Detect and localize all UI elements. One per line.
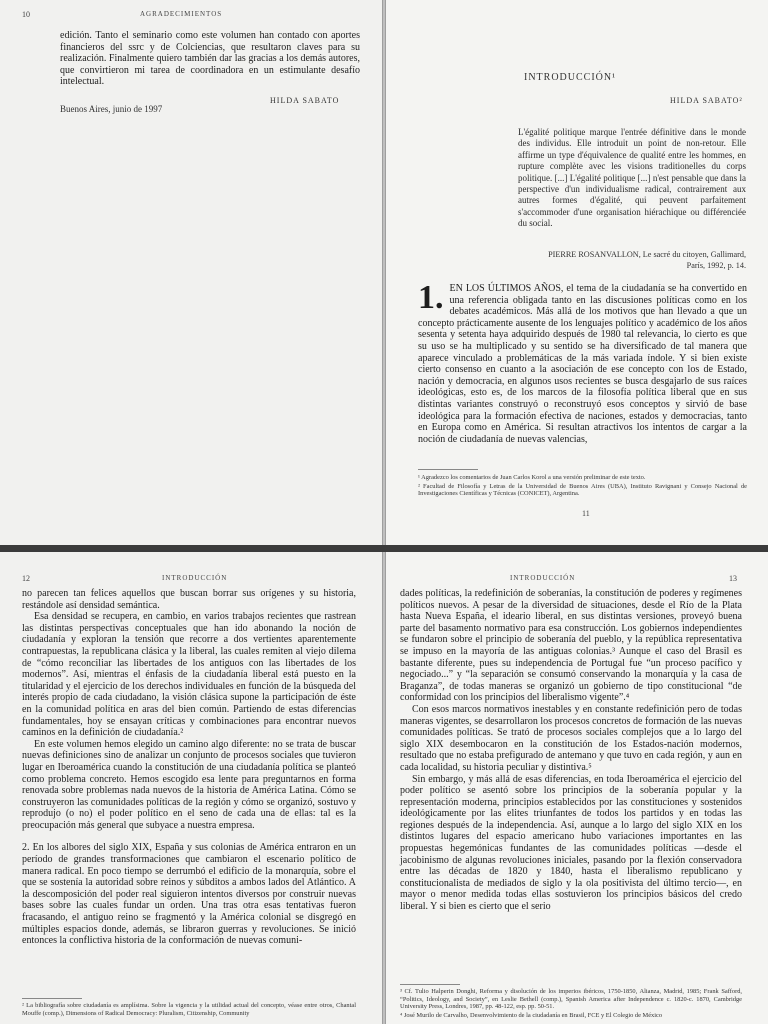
page-number: 11 [582, 509, 590, 518]
page-number: 13 [729, 574, 737, 583]
epigraph [518, 127, 746, 230]
paragraph-4: 2. En los albores del siglo XIX, España y sus colonias de América entraron en un período de grandes transformaciones que cambiaron el escenario político de manera radical. En poco tiempo se derrumbó el edificio de la monarquía, sobre el que se sostenía la autoridad sobre reinos y súbditos a ambos lados del Atlántico. A la descomposición del poder real siguieron intentos diversos por construir nuevas bases sobre las cuales fundar un orden. Una tras otra esas tentativas fueron fracasando, el antiguo reino se fragmentó y la América colonial se disgregó en múltiples espacios donde, además, se libraron guerras y revoluciones. Se inició entonces la conflictiva historia de la conformación de nuevas comuni- [22, 842, 356, 947]
footnote-4: ⁴ José Murilo de Carvalho, Desenvolvimiento de la ciudadanía en Brasil, FCE y El Colegio de México [400, 1011, 663, 1019]
paragraph: edición. Tanto el seminario como este volumen han contado con aportes financieros del ssrc y de Colciencias, que resultaron claves para su realización. Finalmente quiero también dar las gracias a los demás autores, que convirtieron mi tarea de coordinadora en un estimulante desafío intelectual. [60, 30, 360, 88]
footnotes [400, 988, 742, 1020]
chapter-title: INTRODUCCIÓN¹ [524, 72, 617, 83]
epigraph-source: PIERRE ROSANVALLON, Le sacré du citoyen, Gallimard, París, 1992, p. 14. [548, 250, 746, 270]
section-number: 1. [418, 279, 444, 316]
place-date: Buenos Aires, junio de 1997 [60, 104, 163, 114]
page-number: 12 [22, 574, 30, 583]
closing-paragraph [60, 30, 360, 88]
author-signature: HILDA SABATO [270, 96, 340, 105]
footnote-3: ³ Cf. Tulio Halperin Donghi, Reforma y disolución de los imperios ibéricos, 1750-1850, Alianza, Madrid, 1985; Frank Safford, “Politics, Ideology, and Society”, en Leslie Bethell (comp.), Spanish America after Independence c. 1820-c. 1870, Cambridge University Press, Londres, 1987, pp. 48-122, esp. pp. 50-51. [400, 988, 742, 1011]
epigraph-text: L'égalité politique marque l'entrée définitive dans le monde des individus. Elle introduit un point de non-retour. Elle affirme un type d'équivalence de qualité entre les hommes, en rupture complète avec les visions traditionelles du corps politique. [...] L'égalité politique [...] n'est pensable que dans la perspective d'un individualisme radical, contrairement aux autres formes d'égalité, qui peuvent parfaitement s'accommoder d'une organisation hiérachique ou différenciée du social. [518, 127, 746, 229]
paragraph-1: no parecen tan felices aquellos que buscan borrar sus orígenes y su historia, restándole así densidad semántica. [22, 588, 356, 611]
page-number: 10 [22, 10, 30, 19]
chapter-author: HILDA SABATO² [670, 96, 743, 105]
section-body: el tema de la ciudadanía se ha convertido en una referencia obligada tanto en las discusiones políticas como en los debates académicos. Más allá de los motivos que han llevado a que un concepto prácticamente ausente de los lenguajes político y académico de los años sesenta y setenta haya adquirido después de 1980 tal relevancia, lo cierto es que su uso se ha multiplicado y su sentido se ha diversificado de tal manera que aparece vinculado a problemáticas de la más variada índole. Y si bien existe cierto consenso en cuanto a la asociación de ese concepto con los de Estado, nación y democracia, en algunos usos recientes se busca desgajarlo de sus raíces ideológicas, esto es, de los marcos de la filosofía política liberal que en sus distintas variantes construyó o reconstruyó esos conceptos y sirvió de base ideológica para la formación efectiva de naciones, estados y democracias, tanto en Europa como en América. Si resultan atractivos los intentos de cargar a la noción de ciudadanía de nuevas valencias, [418, 283, 747, 445]
book-gutter [382, 0, 386, 1024]
section-1 [418, 279, 747, 445]
page-13 [384, 552, 768, 1024]
page-11 [384, 0, 768, 545]
scan-divider [0, 545, 768, 552]
paragraph-1: dades políticas, la redefinición de soberanías, la constitución de poderes y regímenes políticos nuevos. A pesar de la diversidad de situaciones, desde el Río de la Plata hasta Nueva España, el ideario liberal, en sus distintas versiones, proveyó buena parte del basamento normativo para esa construcción. Los gobiernos independientes se fundaron sobre el principio de soberanía del pueblo, y la república representativa se impuso en la mayoría de las antiguas colonias.³ Aunque el caso del Brasil es bastante diferente, pues su independencia de Portugal fue “un proceso pacífico y negociado...” y “la separación se consumó conservando la monarquía y la casa de Braganza”, de todas maneras se organizó un gobierno de tipo constitucional “de conformidad con los principios del liberalismo vigente”.⁴ [400, 588, 742, 704]
paragraph-3: En este volumen hemos elegido un camino algo diferente: no se trata de buscar nuevas definiciones sino de analizar un conjunto de procesos sociales que tuvieron lugar en Iberoamérica cuando la constitución de una ciudadanía política se planteó como problema concreto. Hemos escogido esa lente para preguntarnos en forma renovada sobre problemas nada nuevos de la historia de América Latina. Cómo se construyeron las comunidades políticas de la región y cómo se organizó, sostuvo y reprodujo (o no) el poder político en el seno de cada una de ellas: tal es la preocupación más general que subyace a nuestra empresa. [22, 738, 356, 831]
footnotes [418, 474, 747, 499]
footnote-rule [418, 469, 478, 470]
footnote-rule [22, 998, 82, 999]
running-header: AGRADECIMIENTOS [140, 10, 223, 18]
paragraph-2: Con esos marcos normativos inestables y en constante redefinición pero de todas maneras vigentes, se desarrollaron los procesos concretos de formación de las nuevas comunidades políticas. Se trató de procesos sociales complejos que a lo largo del siglo XIX desembocaron en la constitución de los Estados-nación modernos, resultado que no estaba prefigurado de antemano y que tuvo en cada región, y aun en cada localidad, su historia peculiar y distintiva.⁵ [400, 703, 742, 773]
footnote-1: ¹ Agradezco los comentarios de Juan Carlos Korol a una versión preliminar de este texto. [418, 474, 646, 481]
lead-in: EN LOS ÚLTIMOS AÑOS, [449, 283, 564, 294]
footnote: ² La bibliografía sobre ciudadanía es amplísima. Sobre la vigencia y la utilidad actual del concepto, véase entre otros, Chantal Mouffe (comp.), Dimensions of Radical Democracy: Pluralism, Citizenship, Community [22, 1002, 356, 1017]
running-header: INTRODUCCIÓN [510, 574, 576, 582]
paragraph-3: Sin embargo, y más allá de esas diferencias, en toda Iberoamérica el ejercicio del poder político se asentó sobre los principios de la soberanía popular y la representación moderna, principios establecidos por las constituciones y sostenidos ideológicamente por las elites triunfantes de todos los partidos y en todas las regiones después de la independencia. Así, aunque a lo largo del siglo XIX en los distintos lugares del espacio americano hubo variaciones importantes en las propuestas hegemónicas fundantes de las comunidades políticas —desde el jacobinismo de algunas revoluciones iniciales, pasando por la flexión conservadora entre las décadas de 1820 y 1840, hasta el liberalismo republicano y constitucionalista de mediados de siglo y la ola positivista del último tercio—, en mayor o menor medida todas ellas sostuvieron los principios básicos del credo liberal. Y si bien es cierto que el serio [400, 773, 742, 913]
footnote-rule [400, 984, 460, 985]
page-12 [0, 552, 384, 1024]
footnote-2: ² Facultad de Filosofía y Letras de la Universidad de Buenos Aires (UBA), Instituto Ravignani y Consejo Nacional de Investigaciones Científicas y Técnicas (CONICET), Argentina. [418, 482, 747, 498]
main-text [22, 588, 356, 947]
paragraph-2: Esa densidad se recupera, en cambio, en varios trabajos recientes que rastrean las distintas perspectivas conceptuales que han ido abonando la noción de ciudadanía y exploran la tensión que recorre a dos vertientes aparentemente contrapuestas, la republicana clásica y la liberal, las cuales remiten al viejo dilema de “cómo reconciliar las libertades de los antiguos con las libertades de los modernos”. Así, mientras el énfasis de la ciudadanía liberal está puesto en la titularidad y el ejercicio de los derechos individuales en función de la búsqueda del interés propio de cada ciudadano, la visión clásica supone la participación de éste en la comunidad política en aras del bien común. Partiendo de estas diferencias fundamentales, hoy se ensayan críticas y combinaciones para encontrar nuevos caminos en la definición de ciudadanía.² [22, 611, 356, 739]
running-header: INTRODUCCIÓN [162, 574, 228, 582]
page-10 [0, 0, 384, 545]
main-text [400, 588, 742, 913]
